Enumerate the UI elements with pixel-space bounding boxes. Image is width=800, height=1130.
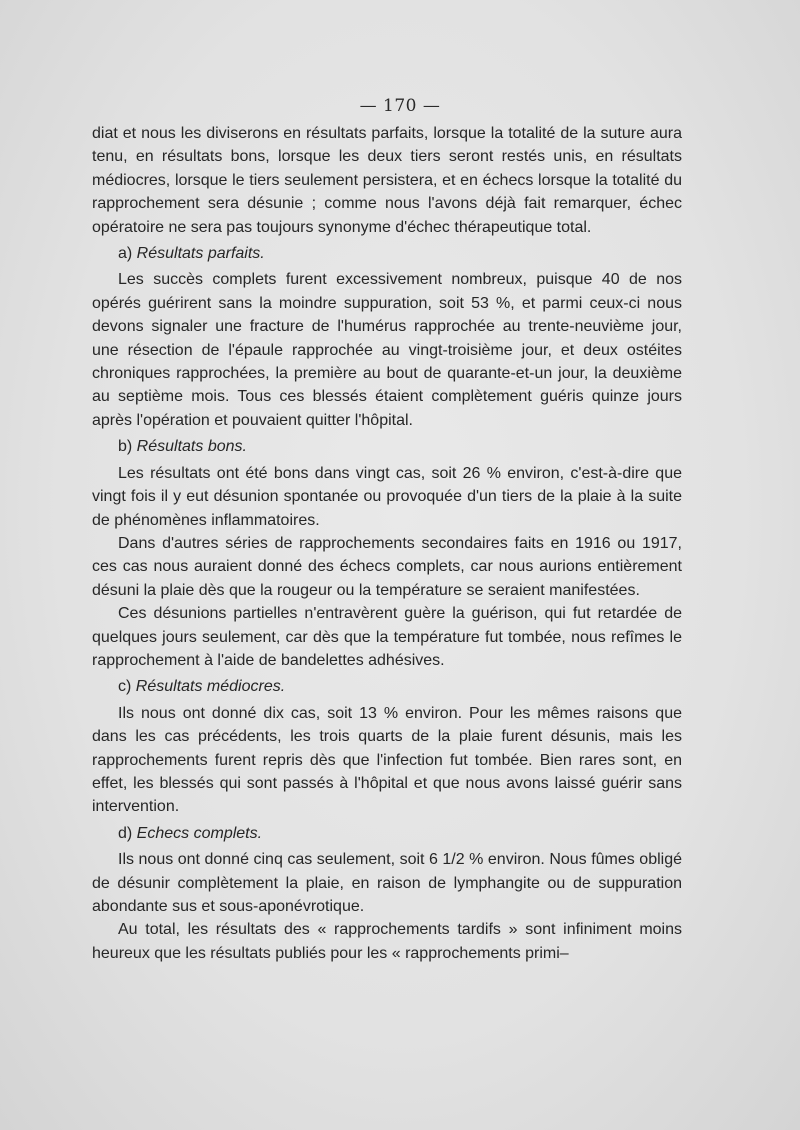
section-heading-a-prefix: a)	[118, 245, 137, 263]
section-heading-c-prefix: c)	[118, 678, 136, 696]
section-heading-d-title: Echecs complets.	[136, 824, 263, 842]
body-text	[92, 122, 682, 965]
section-heading-b-prefix: b)	[118, 438, 137, 456]
paragraph-continuation: diat et nous les diviserons en résultats parfaits, lorsque la totalité de la suture aura tenu, en résultats bons, lorsque les deux tiers seront restés unis, en résultats médiocres, lorsque le tiers seulement persistera, et en échecs lorsque la totalité du rapprochement sera désunie ; comme nous l'avons déjà fait remarquer, échec opératoire ne sera pas toujours synonyme d'échec thérapeutique total.	[92, 125, 682, 236]
paragraph-resultats-parfaits: Les succès complets furent excessivement nombreux, puisque 40 de nos opérés guérirent sans la moindre suppuration, soit 53 %, et parmi ceux-ci nous devons signaler une fracture de l'humérus rapprochée au trente-neuvième jour, une résection de l'épaule rapprochée au vingt-troisième jour, et deux ostéites chroniques rapprochées, la première au bout de quarante-et-un jour, la deuxième au septième mois. Tous ces blessés étaient complètement guéris quinze jours après l'opération et pouvaient quitter l'hôpital.	[92, 271, 682, 429]
section-heading-b-title: Résultats bons.	[136, 438, 247, 456]
section-heading-d	[92, 822, 682, 845]
section-heading-c-title: Résultats médiocres.	[135, 678, 286, 696]
section-heading-c	[92, 675, 682, 698]
paragraph-resultats-bons: Les résultats ont été bons dans vingt cas, soit 26 % environ, c'est-à-dire que vingt fois il y eut désunion spontanée ou provoquée d'un tiers de la plaie à la suite de phénomènes inflammatoires.	[92, 464, 682, 529]
paragraph-autres-series: Dans d'autres séries de rapprochements secondaires faits en 1916 ou 1917, ces cas nous auraient donné des échecs complets, car nous aurions entièrement désuni la plaie dès que la rougeur ou la température se seraient manifestées.	[92, 534, 682, 599]
paragraph-resultats-mediocres: Ils nous ont donné dix cas, soit 13 % environ. Pour les mêmes raisons que dans les cas précédents, les trois quarts de la plaie furent désunis, mais les rapprochements furent repris dès que l'infection fut tombée. Bien rares sont, en effet, les blessés qui sont passés à l'hôpital et que nous avons laissé guérir sans intervention.	[92, 704, 682, 816]
paragraph-desunions-partielles: Ces désunions partielles n'entravèrent guère la guérison, qui fut retardée de quelques jours seulement, car dès que la température fut tombée, nous refîmes le rapprochement à l'aide de bandelettes adhésives.	[92, 605, 682, 669]
paragraph-echecs-complets: Ils nous ont donné cinq cas seulement, soit 6 1/2 % environ. Nous fûmes obligé de désunir complètement la plaie, en raison de lymphangite ou de suppuration abondante sus et sous-aponévrotique.	[92, 851, 682, 915]
section-heading-d-prefix: d)	[118, 824, 137, 842]
section-heading-a	[92, 242, 682, 265]
paragraph-au-total: Au total, les résultats des « rapprochements tardifs » sont infiniment moins heureux que les résultats publiés pour les « rapprochements primi–	[92, 921, 682, 962]
section-heading-a-title: Résultats parfaits.	[136, 245, 265, 263]
page-number: — 170 —	[359, 96, 441, 116]
section-heading-b	[92, 435, 682, 458]
